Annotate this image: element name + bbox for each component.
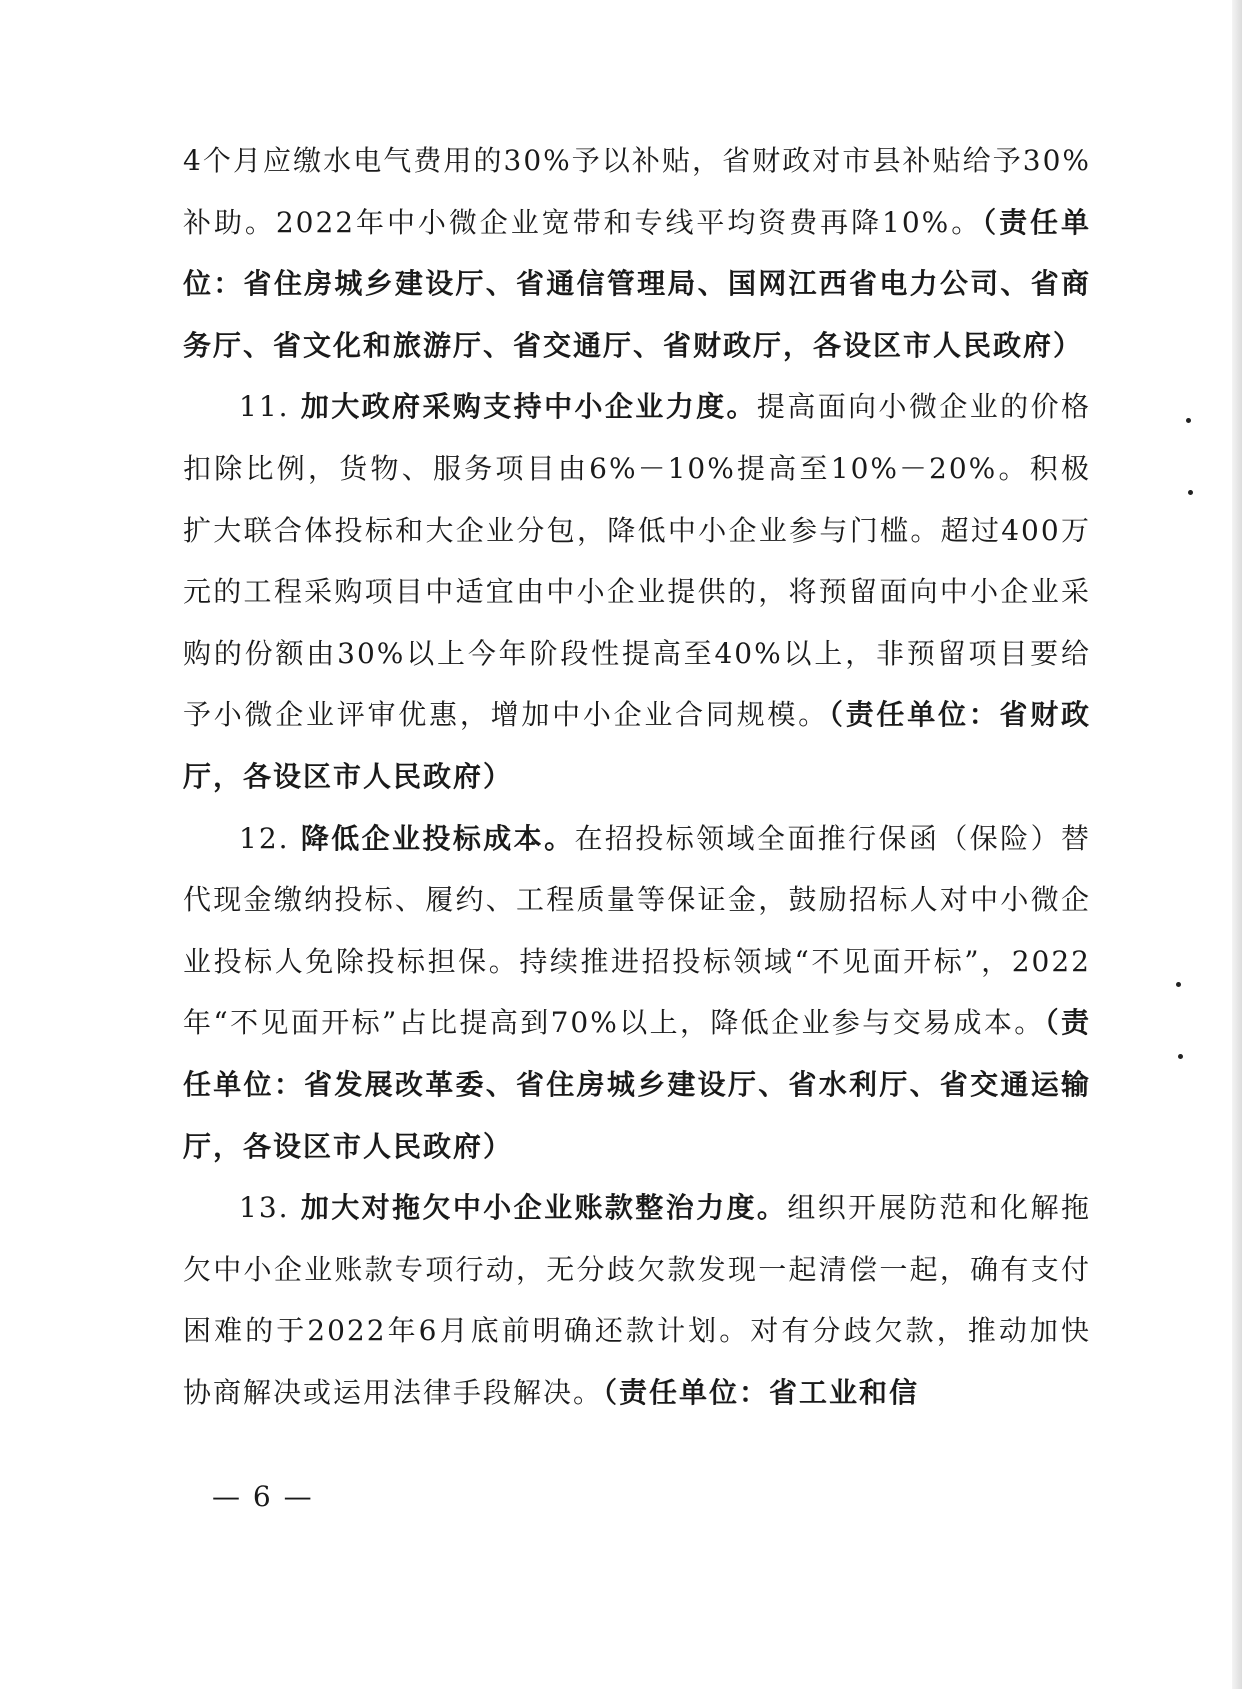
item-body: 提高面向小微企业的价格扣除比例，货物、服务项目由6%－10%提高至10%－20%。积极扩大联合体投标和大企业分包，降低中小企业参与门槛。超过400万元的工程采购项目中适宜由中小企业提供的，将预留面向中小企业采购的份额由30%以上今年阶段性提高至40%以上，非预留项目要给予小微企业评审优惠，增加中小企业合同规模。 — [183, 390, 1091, 732]
paragraph-item-13 — [183, 1177, 1091, 1423]
scan-speck — [1188, 490, 1193, 495]
item-number: 11. — [239, 390, 301, 424]
paragraph-subsidy-text: 4个月应缴水电气费用的30%予以补贴，省财政对市县补贴给予30%补助。2022年中小微企业宽带和专线平均资费再降10%。 — [183, 144, 1091, 239]
item-body: 在招投标领域全面推行保函（保险）替代现金缴纳投标、履约、工程质量等保证金，鼓励招标人对中小微企业投标人免除投标担保。持续推进招投标领域“不见面开标”，2022年“不见面开标”占比提高到70%以上，降低企业参与交易成本。 — [183, 821, 1091, 1040]
responsibility-units: （责任单位：省财政厅，各设区市人民政府） — [183, 698, 1091, 793]
paragraph-subsidy — [183, 130, 1091, 376]
item-body: 组织开展防范和化解拖欠中小企业账款专项行动，无分歧欠款发现一起清偿一起，确有支付困难的于2022年6月底前明确还款计划。对有分歧欠款，推动加快协商解决或运用法律手段解决。 — [183, 1191, 1091, 1409]
scan-speck — [1186, 418, 1191, 423]
scan-speck — [1176, 982, 1181, 987]
document-body — [183, 130, 1091, 1423]
page-number: — 6 — — [212, 1480, 314, 1513]
item-heading: 降低企业投标成本。 — [300, 821, 575, 855]
scan-speck — [1178, 1054, 1183, 1059]
responsibility-units: （责任单位：省工业和信 — [603, 1375, 920, 1409]
item-number: 12. — [239, 821, 301, 855]
item-heading: 加大政府采购支持中小企业力度。 — [300, 390, 757, 424]
responsibility-units: （责任单位：省发展改革委、省住房城乡建设厅、省水利厅、省交通运输厅，各设区市人民政府） — [183, 1006, 1091, 1163]
paragraph-item-12 — [183, 808, 1091, 1178]
page-edge-shadow — [1232, 0, 1242, 1689]
item-number: 13. — [239, 1191, 301, 1225]
responsibility-units: （责任单位：省住房城乡建设厅、省通信管理局、国网江西省电力公司、省商务厅、省文化和旅游厅、省交通厅、省财政厅，各设区市人民政府） — [183, 205, 1091, 362]
paragraph-item-11 — [183, 376, 1091, 807]
item-heading: 加大对拖欠中小企业账款整治力度。 — [300, 1191, 788, 1225]
